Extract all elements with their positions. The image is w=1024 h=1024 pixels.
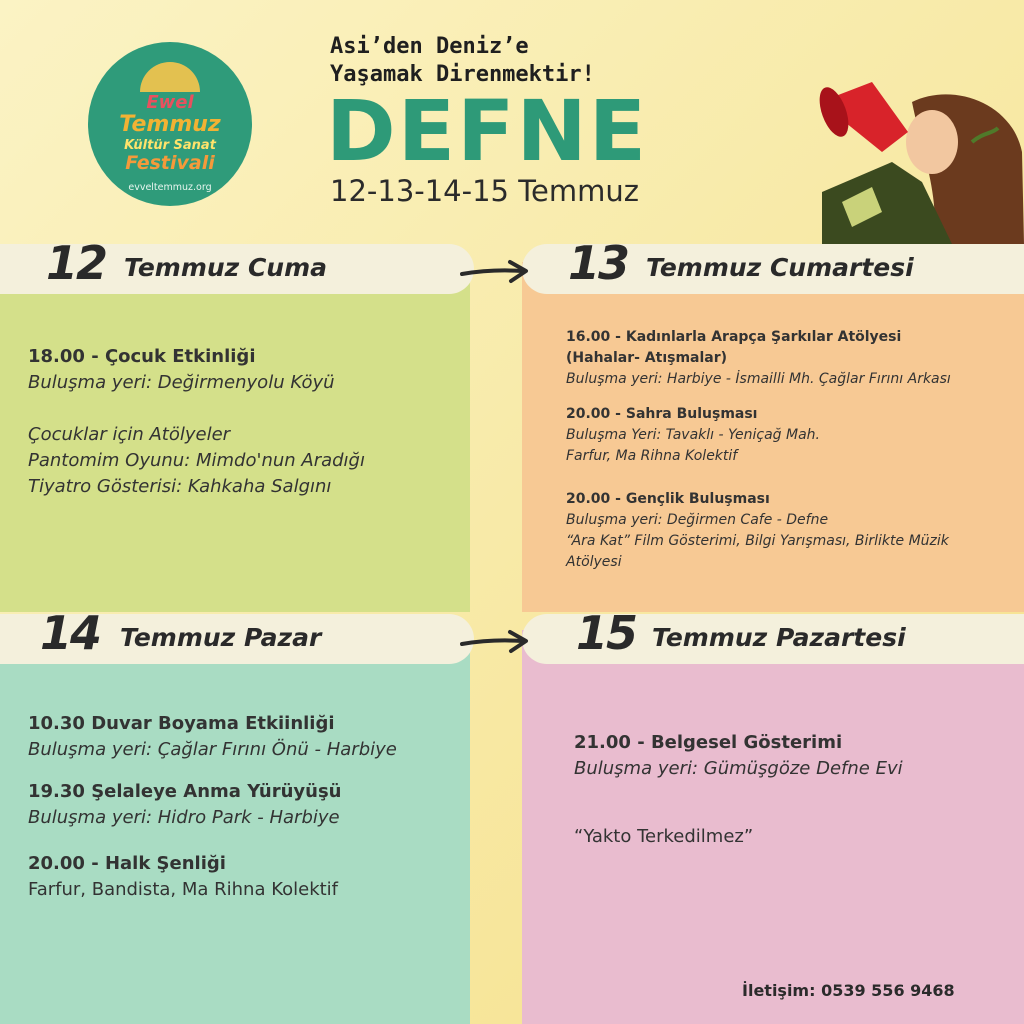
day-13-name: Temmuz Cumartesi	[646, 253, 914, 282]
page-title: DEFNE	[326, 82, 649, 180]
tagline-1: Asi’den Deniz’e	[330, 34, 529, 59]
event-time-title: 18.00 - Çocuk Etkinliği	[28, 346, 256, 367]
event-title: - Gençlik Buluşması	[610, 491, 770, 507]
event-place: Buluşma yeri: Hidro Park - Harbiye	[28, 807, 340, 828]
arrow-right-icon	[458, 626, 532, 656]
logo-sun-graphic	[140, 62, 200, 92]
event-detail: Tiyatro Gösterisi: Kahkaha Salgını	[28, 476, 332, 497]
event-detail: Atölyesi	[566, 554, 622, 570]
event-place: Buluşma yeri: Değirmen Cafe - Defne	[566, 512, 829, 528]
logo-text-festivali: Festivali	[125, 152, 215, 174]
event-time: 21.00	[574, 732, 631, 753]
day-12-event-list	[28, 344, 468, 500]
event-time: 20.00	[566, 406, 611, 422]
logo-text-ewel: Ewel	[146, 92, 194, 113]
event-time: 20.00	[28, 853, 85, 874]
event-title: - Halk Şenliği	[84, 853, 226, 874]
arrow-right-icon	[458, 256, 532, 286]
day-13-event-list	[566, 327, 1018, 573]
event-title-cont: (Hahalar- Atışmalar)	[566, 350, 728, 366]
event-detail: Farfur, Ma Rihna Kolektif	[566, 448, 738, 464]
event-title: - Belgesel Gösterimi	[630, 732, 843, 753]
event-detail: “Ara Kat” Film Gösterimi, Bilgi Yarışması, Birlikte Müzik	[566, 533, 949, 549]
event-time-title: 10.30 Duvar Boyama Etkiinliği	[28, 713, 335, 734]
event-time-title: 19.30 Şelaleye Anma Yürüyüşü	[28, 781, 342, 802]
event-time: 16.00	[566, 329, 611, 345]
day-13-number: 13	[568, 236, 629, 290]
event-detail: Pantomim Oyunu: Mimdo'nun Aradığı	[28, 450, 365, 471]
logo-url: evveltemmuz.org	[128, 182, 212, 193]
day-14-event-list	[28, 711, 468, 903]
day-15-number: 15	[576, 606, 637, 660]
logo-text-kultur-sanat: Kültür Sanat	[124, 138, 216, 153]
day-12-name: Temmuz Cuma	[124, 253, 328, 282]
event-title: - Sahra Buluşması	[610, 406, 758, 422]
day-15-event-list	[574, 730, 1014, 850]
festival-logo	[88, 42, 252, 206]
day-14-name: Temmuz Pazar	[120, 623, 322, 652]
event-place: Buluşma Yeri: Tavaklı - Yeniçağ Mah.	[566, 427, 820, 443]
event-time: 20.00	[566, 491, 611, 507]
event-title: - Kadınlarla Arapça Şarkılar Atölyesi	[610, 329, 902, 345]
festival-dates: 12-13-14-15 Temmuz	[330, 174, 639, 208]
event-place: Buluşma yeri: Çağlar Fırını Önü - Harbiye	[28, 739, 397, 760]
event-film-title: “Yakto Terkedilmez”	[574, 826, 754, 847]
face-shape	[906, 110, 958, 174]
event-place: Buluşma yeri: Harbiye - İsmailli Mh. Çağlar Fırını Arkası	[566, 371, 951, 387]
day-14-number: 14	[40, 606, 101, 660]
event-place: Buluşma yeri: Değirmenyolu Köyü	[28, 372, 335, 393]
event-detail: Farfur, Bandista, Ma Rihna Kolektif	[28, 879, 339, 900]
event-place: Buluşma yeri: Gümüşgöze Defne Evi	[574, 758, 903, 779]
day-12-number: 12	[46, 236, 107, 290]
day-15-name: Temmuz Pazartesi	[652, 623, 906, 652]
logo-text-temmuz: Temmuz	[119, 112, 221, 137]
megaphone-woman-illustration	[812, 62, 1024, 244]
tagline-2: Yaşamak Direnmektir!	[330, 62, 595, 87]
event-detail: Çocuklar için Atölyeler	[28, 424, 231, 445]
contact-info: İletişim: 0539 556 9468	[742, 981, 955, 1000]
